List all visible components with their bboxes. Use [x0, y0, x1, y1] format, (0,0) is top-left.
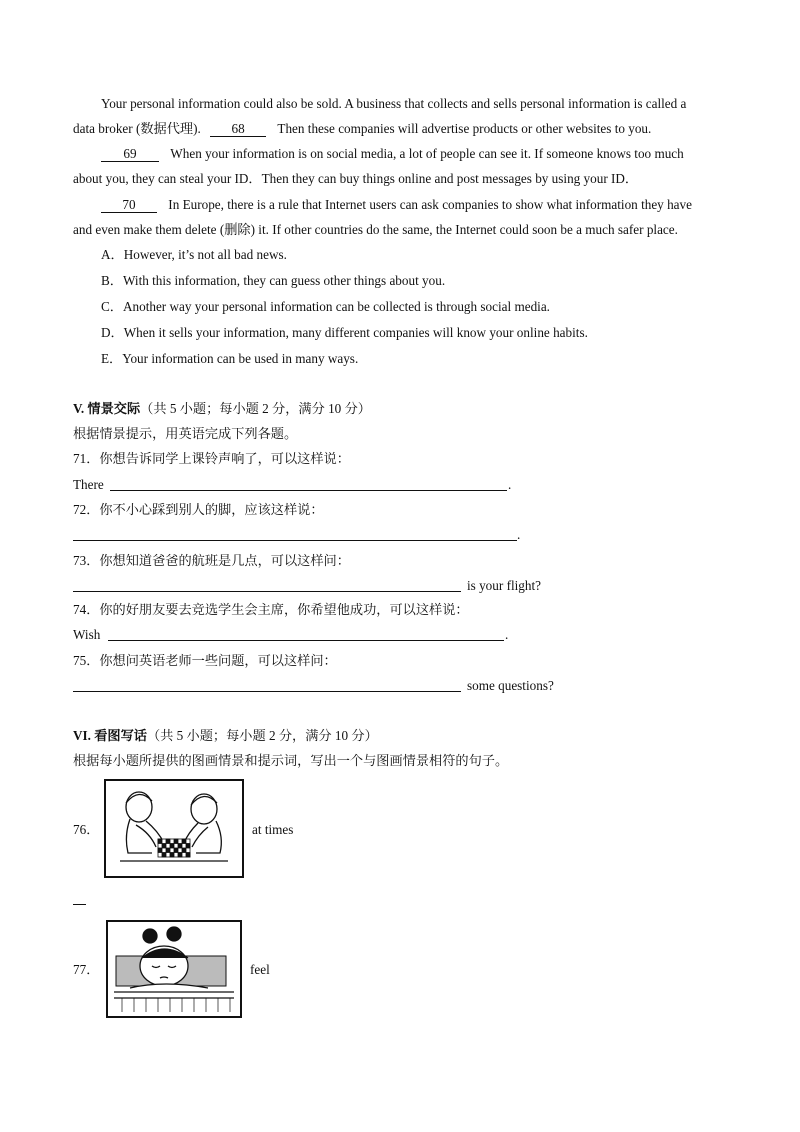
passage-p1-line2-pre: data broker (数据代理). [73, 121, 201, 136]
q76-picture [104, 779, 244, 878]
q72-suffix: . [517, 527, 521, 542]
q77-hint: feel [250, 962, 270, 977]
q72-prompt: 72．你不小心踩到别人的脚，应该这样说： [73, 502, 324, 517]
answer-blank-68: 68 [210, 122, 266, 137]
q74-answer-line[interactable] [108, 640, 504, 641]
section-5-number: V. [73, 401, 88, 416]
section-5-heading [73, 401, 371, 417]
section-5-title: 情景交际 [87, 401, 141, 416]
q73-suffix: is your flight? [467, 578, 541, 593]
option-a: A．However, it’s not all bad news. [101, 247, 287, 262]
q71-answer-line[interactable] [110, 490, 507, 491]
section-6-instruction: 根据每小题所提供的图画情景和提示词，写出一个与图画情景相符的句子。 [73, 753, 509, 768]
q76-answer-mark [73, 904, 86, 905]
q74-prefix: Wish [73, 627, 101, 642]
option-b: B．With this information, they can guess other things about you. [101, 273, 446, 288]
section-5-instruction: 根据情景提示，用英语完成下列各题。 [73, 426, 298, 441]
option-e: E．Your information can be used in many ways. [101, 351, 359, 366]
q72-answer-line[interactable] [73, 540, 517, 541]
q76-hint: at times [252, 822, 294, 837]
passage-p3-line2: and even make them delete (删除) it. If other countries do the same, the Internet could soon be a much safer place. [73, 222, 678, 237]
passage-p3-text: In Europe, there is a rule that Internet users can ask companies to show what information they have [168, 197, 692, 212]
q75-prompt: 75．你想问英语老师一些问题，可以这样问： [73, 653, 337, 668]
chess-players-illustration [106, 781, 242, 876]
section-5-note: （共 5 小题；每小题 2 分，满分 10 分） [140, 401, 371, 416]
passage-p3-line1 [101, 197, 692, 213]
q74-suffix: . [505, 627, 509, 642]
q76-number: 76． [73, 822, 100, 837]
section-6-title: 看图写话 [94, 728, 147, 743]
section-6-note: （共 5 小题；每小题 2 分，满分 10 分） [147, 728, 378, 743]
passage-p2-line1 [101, 146, 684, 162]
passage-p1-line2 [73, 121, 651, 137]
section-6-number: VI. [73, 728, 95, 743]
passage-p1-line1: Your personal information could also be sold. A business that collects and sells personal information is called a [101, 96, 687, 111]
q77-picture [106, 920, 242, 1018]
passage-p2-line2: about you, they can steal your ID．Then they can buy things online and post messages by using your ID． [73, 171, 639, 186]
option-d: D．When it sells your information, many different companies will know your online habits. [101, 325, 588, 340]
passage-p1-line2-post: Then these companies will advertise products or other websites to you. [277, 121, 652, 136]
q75-answer-line[interactable] [73, 691, 461, 692]
q71-suffix: . [508, 477, 512, 492]
section-6-heading [73, 728, 378, 744]
passage-p2-text: When your information is on social media, a lot of people can see it. If someone knows too much [170, 146, 684, 161]
q71-prompt: 71．你想告诉同学上课铃声响了，可以这样说： [73, 451, 350, 466]
q75-suffix: some questions? [467, 678, 554, 693]
q73-answer-line[interactable] [73, 591, 461, 592]
option-c: C．Another way your personal information can be collected is through social media. [101, 299, 550, 314]
q71-prefix: There [73, 477, 104, 492]
q77-number: 77． [73, 962, 100, 977]
answer-blank-69: 69 [101, 147, 159, 162]
q73-prompt: 73．你想知道爸爸的航班是几点，可以这样问： [73, 553, 350, 568]
tired-girl-illustration [108, 922, 240, 1016]
q74-prompt: 74．你的好朋友要去竞选学生会主席，你希望他成功，可以这样说： [73, 602, 469, 617]
answer-blank-70: 70 [101, 198, 157, 213]
